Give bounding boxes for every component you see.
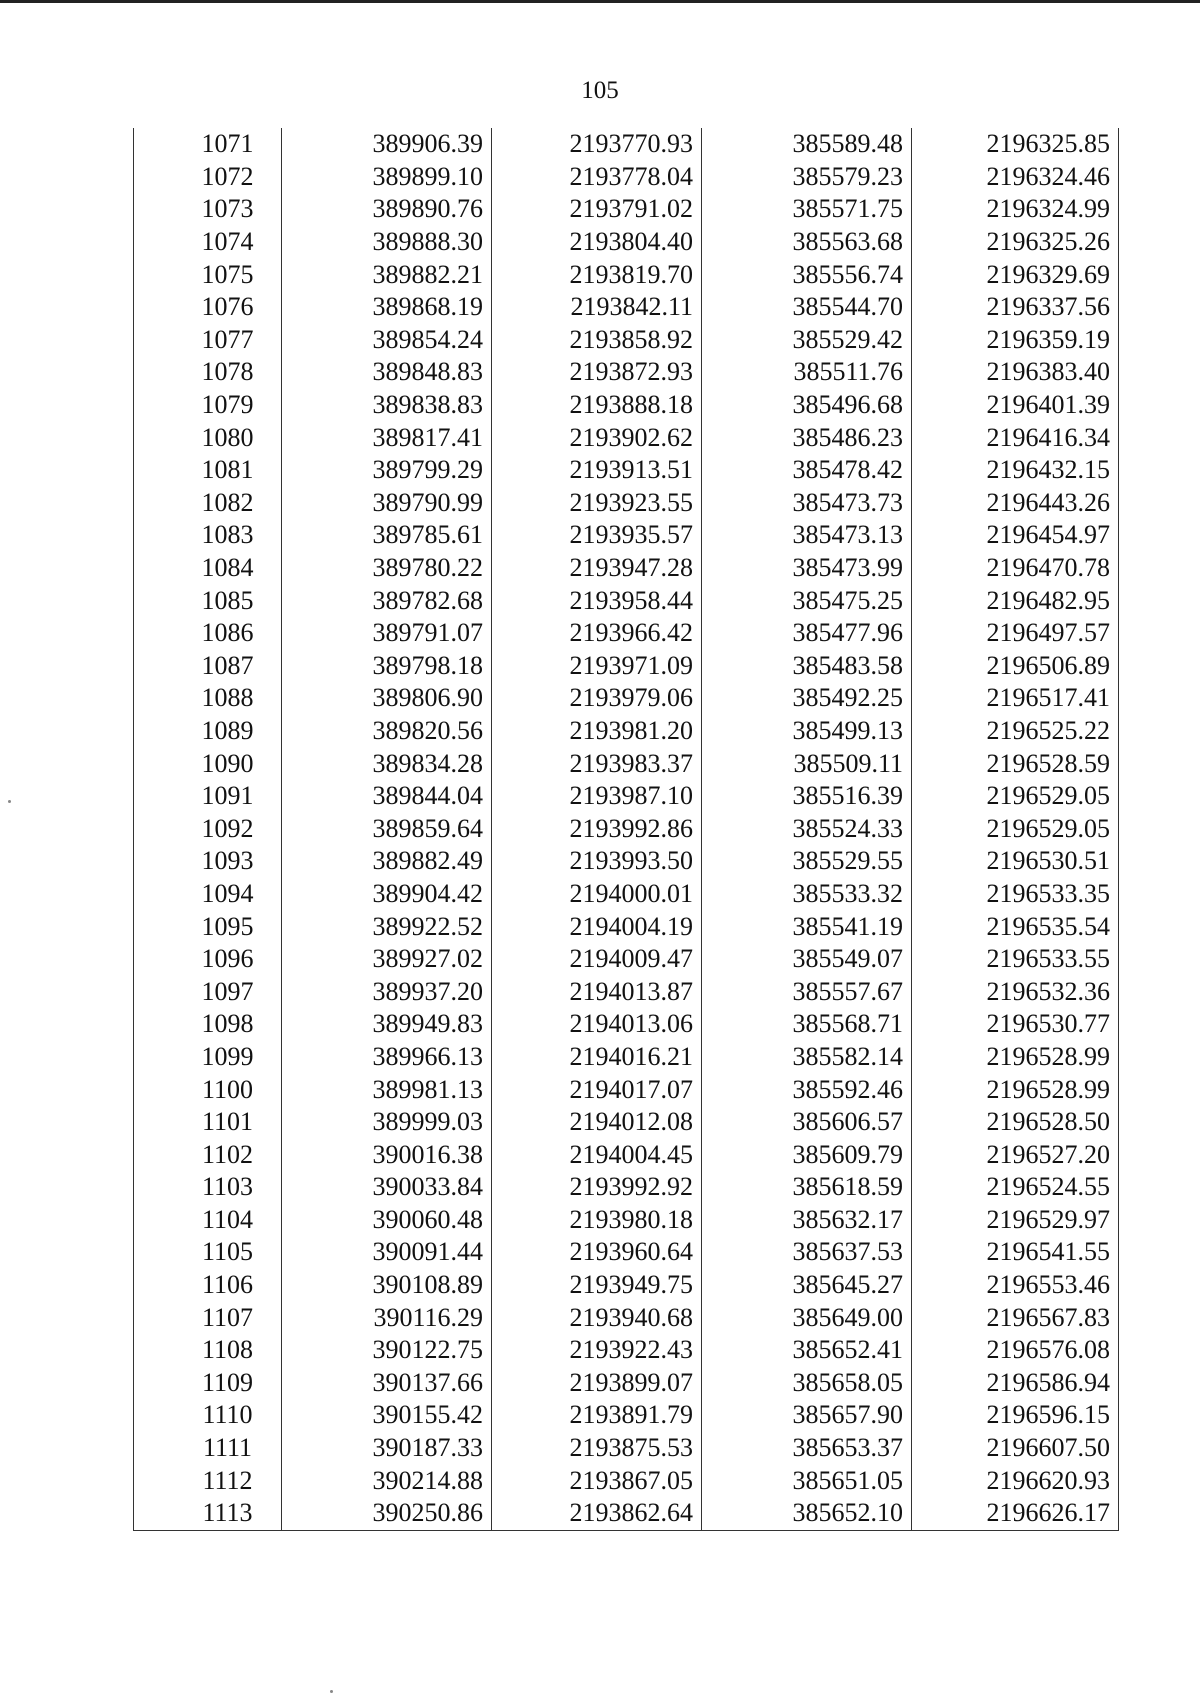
- point-number-cell: 1089: [134, 715, 282, 748]
- y2-coordinate-cell: 2196337.56: [912, 291, 1119, 324]
- y1-coordinate-cell: 2193981.20: [492, 715, 702, 748]
- point-number-cell: 1085: [134, 584, 282, 617]
- table-row: [134, 356, 1119, 389]
- x1-coordinate-cell: 390016.38: [282, 1138, 492, 1171]
- y2-coordinate-cell: 2196528.99: [912, 1073, 1119, 1106]
- table-row: [134, 975, 1119, 1008]
- point-number-cell: 1076: [134, 291, 282, 324]
- point-number-cell: 1097: [134, 975, 282, 1008]
- y2-coordinate-cell: 2196535.54: [912, 910, 1119, 943]
- y2-coordinate-cell: 2196528.59: [912, 747, 1119, 780]
- x1-coordinate-cell: 389799.29: [282, 454, 492, 487]
- table-row: [134, 943, 1119, 976]
- x2-coordinate-cell: 385473.99: [702, 552, 912, 585]
- x2-coordinate-cell: 385473.73: [702, 487, 912, 520]
- table-row: [134, 193, 1119, 226]
- x2-coordinate-cell: 385475.25: [702, 584, 912, 617]
- table-row: [134, 617, 1119, 650]
- x1-coordinate-cell: 389817.41: [282, 421, 492, 454]
- x2-coordinate-cell: 385582.14: [702, 1041, 912, 1074]
- table-row: [134, 421, 1119, 454]
- table-row: [134, 682, 1119, 715]
- y2-coordinate-cell: 2196530.77: [912, 1008, 1119, 1041]
- y2-coordinate-cell: 2196359.19: [912, 324, 1119, 357]
- table-row: [134, 519, 1119, 552]
- point-number-cell: 1093: [134, 845, 282, 878]
- x1-coordinate-cell: 390214.88: [282, 1464, 492, 1497]
- point-number-cell: 1102: [134, 1138, 282, 1171]
- table-row: [134, 161, 1119, 194]
- y2-coordinate-cell: 2196329.69: [912, 258, 1119, 291]
- point-number-cell: 1094: [134, 878, 282, 911]
- point-number-cell: 1095: [134, 910, 282, 943]
- y2-coordinate-cell: 2196383.40: [912, 356, 1119, 389]
- x2-coordinate-cell: 385637.53: [702, 1236, 912, 1269]
- x1-coordinate-cell: 389927.02: [282, 943, 492, 976]
- top-border-rule: [0, 0, 1200, 3]
- x1-coordinate-cell: 390091.44: [282, 1236, 492, 1269]
- x1-coordinate-cell: 389806.90: [282, 682, 492, 715]
- x2-coordinate-cell: 385529.42: [702, 324, 912, 357]
- x1-coordinate-cell: 389937.20: [282, 975, 492, 1008]
- x1-coordinate-cell: 389899.10: [282, 161, 492, 194]
- x1-coordinate-cell: 389848.83: [282, 356, 492, 389]
- y1-coordinate-cell: 2193819.70: [492, 258, 702, 291]
- y1-coordinate-cell: 2193992.86: [492, 812, 702, 845]
- y2-coordinate-cell: 2196586.94: [912, 1367, 1119, 1400]
- table-row: [134, 487, 1119, 520]
- y1-coordinate-cell: 2193983.37: [492, 747, 702, 780]
- y2-coordinate-cell: 2196529.97: [912, 1204, 1119, 1237]
- y1-coordinate-cell: 2194013.06: [492, 1008, 702, 1041]
- x1-coordinate-cell: 390116.29: [282, 1301, 492, 1334]
- scan-speck: [330, 1690, 333, 1693]
- point-number-cell: 1100: [134, 1073, 282, 1106]
- point-number-cell: 1079: [134, 389, 282, 422]
- table-row: [134, 747, 1119, 780]
- y2-coordinate-cell: 2196324.46: [912, 161, 1119, 194]
- table-row: [134, 226, 1119, 259]
- x1-coordinate-cell: 389780.22: [282, 552, 492, 585]
- y1-coordinate-cell: 2193867.05: [492, 1464, 702, 1497]
- table-row: [134, 1399, 1119, 1432]
- x2-coordinate-cell: 385592.46: [702, 1073, 912, 1106]
- y2-coordinate-cell: 2196470.78: [912, 552, 1119, 585]
- x2-coordinate-cell: 385649.00: [702, 1301, 912, 1334]
- coordinate-table: [133, 128, 1119, 1531]
- y1-coordinate-cell: 2193899.07: [492, 1367, 702, 1400]
- x2-coordinate-cell: 385652.10: [702, 1497, 912, 1530]
- x2-coordinate-cell: 385511.76: [702, 356, 912, 389]
- table-row: [134, 552, 1119, 585]
- y1-coordinate-cell: 2193891.79: [492, 1399, 702, 1432]
- y1-coordinate-cell: 2193778.04: [492, 161, 702, 194]
- x1-coordinate-cell: 389844.04: [282, 780, 492, 813]
- x2-coordinate-cell: 385483.58: [702, 650, 912, 683]
- point-number-cell: 1081: [134, 454, 282, 487]
- table-row: [134, 1464, 1119, 1497]
- x1-coordinate-cell: 390155.42: [282, 1399, 492, 1432]
- x2-coordinate-cell: 385477.96: [702, 617, 912, 650]
- x2-coordinate-cell: 385653.37: [702, 1432, 912, 1465]
- y1-coordinate-cell: 2193875.53: [492, 1432, 702, 1465]
- table-row: [134, 780, 1119, 813]
- y2-coordinate-cell: 2196530.51: [912, 845, 1119, 878]
- y2-coordinate-cell: 2196528.50: [912, 1106, 1119, 1139]
- table-row: [134, 1171, 1119, 1204]
- x1-coordinate-cell: 389888.30: [282, 226, 492, 259]
- y1-coordinate-cell: 2193902.62: [492, 421, 702, 454]
- table-row: [134, 715, 1119, 748]
- x1-coordinate-cell: 389999.03: [282, 1106, 492, 1139]
- y1-coordinate-cell: 2193922.43: [492, 1334, 702, 1367]
- point-number-cell: 1074: [134, 226, 282, 259]
- x2-coordinate-cell: 385473.13: [702, 519, 912, 552]
- x1-coordinate-cell: 389966.13: [282, 1041, 492, 1074]
- y2-coordinate-cell: 2196525.22: [912, 715, 1119, 748]
- y2-coordinate-cell: 2196541.55: [912, 1236, 1119, 1269]
- y2-coordinate-cell: 2196416.34: [912, 421, 1119, 454]
- coordinate-table-body: [134, 128, 1119, 1530]
- y2-coordinate-cell: 2196432.15: [912, 454, 1119, 487]
- y1-coordinate-cell: 2193923.55: [492, 487, 702, 520]
- x1-coordinate-cell: 390033.84: [282, 1171, 492, 1204]
- x1-coordinate-cell: 389882.49: [282, 845, 492, 878]
- y2-coordinate-cell: 2196497.57: [912, 617, 1119, 650]
- point-number-cell: 1084: [134, 552, 282, 585]
- x2-coordinate-cell: 385516.39: [702, 780, 912, 813]
- y1-coordinate-cell: 2193993.50: [492, 845, 702, 878]
- x1-coordinate-cell: 389854.24: [282, 324, 492, 357]
- y1-coordinate-cell: 2193966.42: [492, 617, 702, 650]
- x2-coordinate-cell: 385632.17: [702, 1204, 912, 1237]
- coordinate-table-container: [133, 128, 1118, 1531]
- x1-coordinate-cell: 390137.66: [282, 1367, 492, 1400]
- y1-coordinate-cell: 2194012.08: [492, 1106, 702, 1139]
- x1-coordinate-cell: 389785.61: [282, 519, 492, 552]
- x1-coordinate-cell: 390108.89: [282, 1269, 492, 1302]
- y2-coordinate-cell: 2196596.15: [912, 1399, 1119, 1432]
- y1-coordinate-cell: 2193949.75: [492, 1269, 702, 1302]
- table-row: [134, 128, 1119, 161]
- x1-coordinate-cell: 389834.28: [282, 747, 492, 780]
- y1-coordinate-cell: 2194013.87: [492, 975, 702, 1008]
- x2-coordinate-cell: 385492.25: [702, 682, 912, 715]
- y2-coordinate-cell: 2196607.50: [912, 1432, 1119, 1465]
- point-number-cell: 1096: [134, 943, 282, 976]
- y1-coordinate-cell: 2194009.47: [492, 943, 702, 976]
- x2-coordinate-cell: 385658.05: [702, 1367, 912, 1400]
- x2-coordinate-cell: 385549.07: [702, 943, 912, 976]
- y2-coordinate-cell: 2196553.46: [912, 1269, 1119, 1302]
- y1-coordinate-cell: 2194004.19: [492, 910, 702, 943]
- y1-coordinate-cell: 2193913.51: [492, 454, 702, 487]
- y2-coordinate-cell: 2196576.08: [912, 1334, 1119, 1367]
- x2-coordinate-cell: 385556.74: [702, 258, 912, 291]
- point-number-cell: 1107: [134, 1301, 282, 1334]
- point-number-cell: 1099: [134, 1041, 282, 1074]
- table-row: [134, 1106, 1119, 1139]
- x2-coordinate-cell: 385529.55: [702, 845, 912, 878]
- table-row: [134, 1138, 1119, 1171]
- x2-coordinate-cell: 385509.11: [702, 747, 912, 780]
- point-number-cell: 1109: [134, 1367, 282, 1400]
- y1-coordinate-cell: 2193960.64: [492, 1236, 702, 1269]
- point-number-cell: 1105: [134, 1236, 282, 1269]
- x2-coordinate-cell: 385589.48: [702, 128, 912, 161]
- y2-coordinate-cell: 2196325.85: [912, 128, 1119, 161]
- x2-coordinate-cell: 385486.23: [702, 421, 912, 454]
- y1-coordinate-cell: 2193804.40: [492, 226, 702, 259]
- y2-coordinate-cell: 2196506.89: [912, 650, 1119, 683]
- point-number-cell: 1078: [134, 356, 282, 389]
- x1-coordinate-cell: 390060.48: [282, 1204, 492, 1237]
- x2-coordinate-cell: 385618.59: [702, 1171, 912, 1204]
- x2-coordinate-cell: 385645.27: [702, 1269, 912, 1302]
- x2-coordinate-cell: 385544.70: [702, 291, 912, 324]
- point-number-cell: 1082: [134, 487, 282, 520]
- y1-coordinate-cell: 2193958.44: [492, 584, 702, 617]
- x2-coordinate-cell: 385541.19: [702, 910, 912, 943]
- table-row: [134, 291, 1119, 324]
- y2-coordinate-cell: 2196524.55: [912, 1171, 1119, 1204]
- x2-coordinate-cell: 385533.32: [702, 878, 912, 911]
- x1-coordinate-cell: 389922.52: [282, 910, 492, 943]
- y2-coordinate-cell: 2196626.17: [912, 1497, 1119, 1530]
- point-number-cell: 1104: [134, 1204, 282, 1237]
- table-row: [134, 910, 1119, 943]
- y2-coordinate-cell: 2196517.41: [912, 682, 1119, 715]
- point-number-cell: 1111: [134, 1432, 282, 1465]
- x1-coordinate-cell: 389882.21: [282, 258, 492, 291]
- x2-coordinate-cell: 385652.41: [702, 1334, 912, 1367]
- table-row: [134, 1497, 1119, 1530]
- table-row: [134, 845, 1119, 878]
- x2-coordinate-cell: 385478.42: [702, 454, 912, 487]
- table-row: [134, 1204, 1119, 1237]
- x2-coordinate-cell: 385568.71: [702, 1008, 912, 1041]
- y2-coordinate-cell: 2196529.05: [912, 780, 1119, 813]
- point-number-cell: 1113: [134, 1497, 282, 1530]
- y1-coordinate-cell: 2193770.93: [492, 128, 702, 161]
- table-row: [134, 324, 1119, 357]
- x2-coordinate-cell: 385496.68: [702, 389, 912, 422]
- table-row: [134, 1041, 1119, 1074]
- x2-coordinate-cell: 385579.23: [702, 161, 912, 194]
- point-number-cell: 1087: [134, 650, 282, 683]
- x1-coordinate-cell: 389798.18: [282, 650, 492, 683]
- y2-coordinate-cell: 2196454.97: [912, 519, 1119, 552]
- x1-coordinate-cell: 389949.83: [282, 1008, 492, 1041]
- y1-coordinate-cell: 2193992.92: [492, 1171, 702, 1204]
- y1-coordinate-cell: 2193862.64: [492, 1497, 702, 1530]
- y2-coordinate-cell: 2196529.05: [912, 812, 1119, 845]
- y1-coordinate-cell: 2193979.06: [492, 682, 702, 715]
- x1-coordinate-cell: 389790.99: [282, 487, 492, 520]
- y2-coordinate-cell: 2196528.99: [912, 1041, 1119, 1074]
- x1-coordinate-cell: 390187.33: [282, 1432, 492, 1465]
- x1-coordinate-cell: 389868.19: [282, 291, 492, 324]
- table-row: [134, 878, 1119, 911]
- y2-coordinate-cell: 2196443.26: [912, 487, 1119, 520]
- y1-coordinate-cell: 2193858.92: [492, 324, 702, 357]
- y2-coordinate-cell: 2196532.36: [912, 975, 1119, 1008]
- x1-coordinate-cell: 389981.13: [282, 1073, 492, 1106]
- table-row: [134, 1008, 1119, 1041]
- x1-coordinate-cell: 390122.75: [282, 1334, 492, 1367]
- x1-coordinate-cell: 389791.07: [282, 617, 492, 650]
- table-row: [134, 1334, 1119, 1367]
- point-number-cell: 1092: [134, 812, 282, 845]
- y1-coordinate-cell: 2193872.93: [492, 356, 702, 389]
- point-number-cell: 1088: [134, 682, 282, 715]
- point-number-cell: 1086: [134, 617, 282, 650]
- point-number-cell: 1075: [134, 258, 282, 291]
- y1-coordinate-cell: 2193935.57: [492, 519, 702, 552]
- x1-coordinate-cell: 389890.76: [282, 193, 492, 226]
- x1-coordinate-cell: 389859.64: [282, 812, 492, 845]
- page-number: 105: [581, 77, 619, 104]
- point-number-cell: 1072: [134, 161, 282, 194]
- table-row: [134, 650, 1119, 683]
- x1-coordinate-cell: 389904.42: [282, 878, 492, 911]
- table-row: [134, 1301, 1119, 1334]
- point-number-cell: 1103: [134, 1171, 282, 1204]
- x2-coordinate-cell: 385651.05: [702, 1464, 912, 1497]
- y1-coordinate-cell: 2193987.10: [492, 780, 702, 813]
- y2-coordinate-cell: 2196324.99: [912, 193, 1119, 226]
- point-number-cell: 1073: [134, 193, 282, 226]
- point-number-cell: 1091: [134, 780, 282, 813]
- x1-coordinate-cell: 389820.56: [282, 715, 492, 748]
- table-row: [134, 1236, 1119, 1269]
- point-number-cell: 1083: [134, 519, 282, 552]
- y1-coordinate-cell: 2194016.21: [492, 1041, 702, 1074]
- y1-coordinate-cell: 2193940.68: [492, 1301, 702, 1334]
- x2-coordinate-cell: 385657.90: [702, 1399, 912, 1432]
- table-row: [134, 1432, 1119, 1465]
- point-number-cell: 1110: [134, 1399, 282, 1432]
- y1-coordinate-cell: 2193947.28: [492, 552, 702, 585]
- table-row: [134, 584, 1119, 617]
- x2-coordinate-cell: 385609.79: [702, 1138, 912, 1171]
- x2-coordinate-cell: 385557.67: [702, 975, 912, 1008]
- y1-coordinate-cell: 2193888.18: [492, 389, 702, 422]
- y1-coordinate-cell: 2194000.01: [492, 878, 702, 911]
- x1-coordinate-cell: 389906.39: [282, 128, 492, 161]
- y2-coordinate-cell: 2196533.55: [912, 943, 1119, 976]
- table-row: [134, 812, 1119, 845]
- point-number-cell: 1080: [134, 421, 282, 454]
- point-number-cell: 1108: [134, 1334, 282, 1367]
- point-number-cell: 1098: [134, 1008, 282, 1041]
- point-number-cell: 1106: [134, 1269, 282, 1302]
- x1-coordinate-cell: 390250.86: [282, 1497, 492, 1530]
- point-number-cell: 1101: [134, 1106, 282, 1139]
- point-number-cell: 1077: [134, 324, 282, 357]
- y2-coordinate-cell: 2196620.93: [912, 1464, 1119, 1497]
- y1-coordinate-cell: 2194017.07: [492, 1073, 702, 1106]
- scan-speck: [8, 800, 11, 803]
- table-row: [134, 1367, 1119, 1400]
- x2-coordinate-cell: 385524.33: [702, 812, 912, 845]
- table-row: [134, 454, 1119, 487]
- x1-coordinate-cell: 389782.68: [282, 584, 492, 617]
- y2-coordinate-cell: 2196527.20: [912, 1138, 1119, 1171]
- table-row: [134, 389, 1119, 422]
- point-number-cell: 1071: [134, 128, 282, 161]
- point-number-cell: 1112: [134, 1464, 282, 1497]
- y2-coordinate-cell: 2196482.95: [912, 584, 1119, 617]
- y1-coordinate-cell: 2193980.18: [492, 1204, 702, 1237]
- x2-coordinate-cell: 385563.68: [702, 226, 912, 259]
- point-number-cell: 1090: [134, 747, 282, 780]
- y2-coordinate-cell: 2196401.39: [912, 389, 1119, 422]
- table-row: [134, 258, 1119, 291]
- table-row: [134, 1269, 1119, 1302]
- table-row: [134, 1073, 1119, 1106]
- y1-coordinate-cell: 2193971.09: [492, 650, 702, 683]
- x1-coordinate-cell: 389838.83: [282, 389, 492, 422]
- y2-coordinate-cell: 2196567.83: [912, 1301, 1119, 1334]
- y2-coordinate-cell: 2196325.26: [912, 226, 1119, 259]
- y1-coordinate-cell: 2193842.11: [492, 291, 702, 324]
- x2-coordinate-cell: 385606.57: [702, 1106, 912, 1139]
- x2-coordinate-cell: 385499.13: [702, 715, 912, 748]
- y1-coordinate-cell: 2193791.02: [492, 193, 702, 226]
- x2-coordinate-cell: 385571.75: [702, 193, 912, 226]
- y2-coordinate-cell: 2196533.35: [912, 878, 1119, 911]
- y1-coordinate-cell: 2194004.45: [492, 1138, 702, 1171]
